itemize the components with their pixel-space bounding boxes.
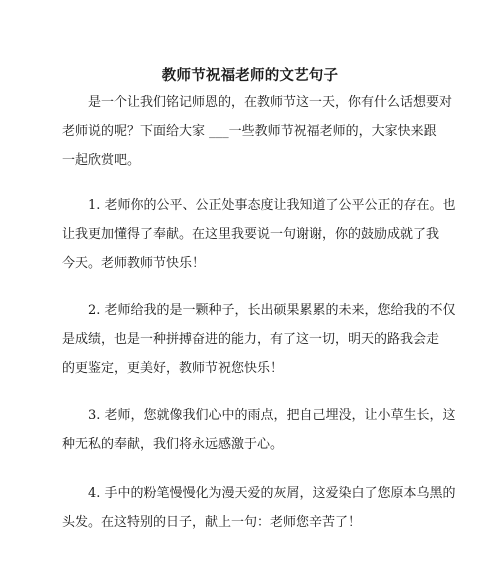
wish-item-line: 的更鉴定，更美好，教师节祝您快乐！ xyxy=(62,361,284,376)
wish-item-line: 头发。在这特别的日子，献上一句：老师您辛苦了！ xyxy=(62,515,362,530)
intro-paragraph xyxy=(62,88,453,175)
wish-item-line: 今天。老师教师节快乐！ xyxy=(62,256,206,271)
intro-line: 老师说的呢？下面给大家 ___一些教师节祝福老师的，大家快来跟 xyxy=(62,124,437,139)
wish-item-line: 4. 手中的粉笔慢慢化为漫天爱的灰屑，这爱染白了您原本乌黑的 xyxy=(88,486,456,501)
wish-item-3 xyxy=(62,401,456,459)
wish-item-1 xyxy=(62,191,456,278)
wish-item-line: 种无私的奉献，我们将永远感激于心。 xyxy=(62,437,284,452)
wish-item-2 xyxy=(62,296,456,383)
wish-item-line: 3. 老师，您就像我们心中的雨点，把自己埋没，让小草生长，这 xyxy=(88,408,456,423)
wish-item-4 xyxy=(62,479,456,537)
document-title: 教师节祝福老师的文艺句子 xyxy=(161,67,339,84)
wish-item-line: 是成绩，也是一种拼搏奋进的能力，有了这一切，明天的路我会走 xyxy=(62,332,440,347)
wish-item-line: 2. 老师给我的是一颗种子，长出硕果累累的未来，您给我的不仅 xyxy=(88,303,456,318)
wish-item-line: 让我更加懂得了奉献。在这里我要说一句谢谢，你的鼓励成就了我 xyxy=(62,227,440,242)
intro-line: 一起欣赏吧。 xyxy=(62,153,141,168)
intro-line: 是一个让我们铭记师恩的，在教师节这一天，你有什么话想要对 xyxy=(88,95,453,110)
wish-item-line: 1. 老师你的公平、公正处事态度让我知道了公平公正的存在。也 xyxy=(88,198,456,213)
